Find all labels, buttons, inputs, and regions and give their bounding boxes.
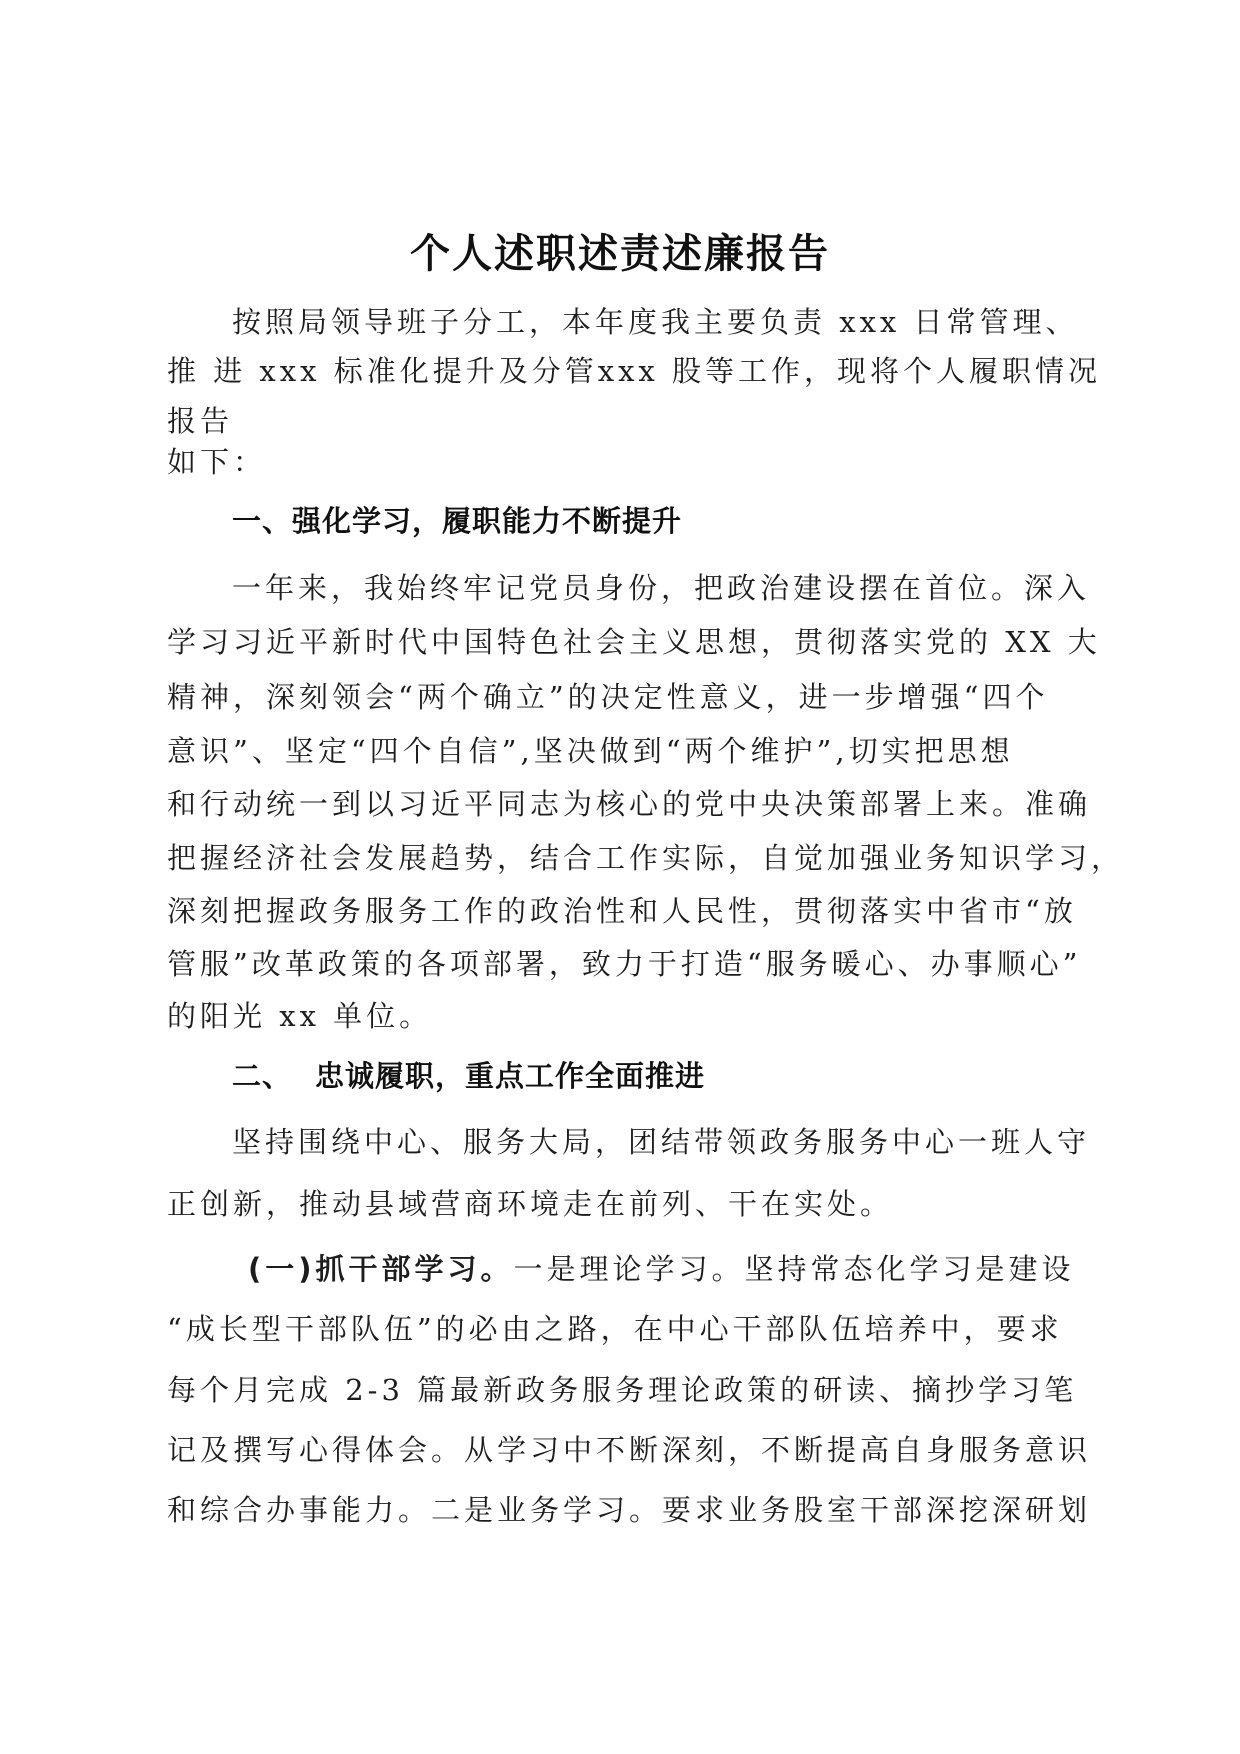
subsection-1-heading: (一)抓干部学习。: [248, 1252, 514, 1286]
subsection-1-first-line: [248, 1247, 1087, 1288]
section1-line: 意识”、坚定“四个自信”,坚决做到“两个维护”,切实把思想: [167, 734, 1014, 768]
intro-line-1: 按照局领导班子分工，本年度我主要负责 xxx 日常管理、: [232, 305, 1079, 339]
section-heading-2-number: 二、: [232, 1059, 293, 1093]
section1-line: 学习习近平新时代中国特色社会主义思想，贯彻落实党的 XX 大: [167, 625, 1101, 659]
section1-line: 和行动统一到以习近平同志为核心的党中央决策部署上来。准确: [167, 787, 1092, 821]
subsection-1-line: 记及撰写心得体会。从学习中不断深刻，不断提高自身服务意识: [167, 1433, 1092, 1467]
section2-intro-line: 正创新，推动县域营商环境走在前列、干在实处。: [167, 1187, 894, 1221]
intro-line-3: 报告: [167, 404, 234, 438]
section2-intro-line: 坚持围绕中心、服务大局，团结带领政务服务中心一班人守: [232, 1125, 1091, 1159]
section1-line: 把握经济社会发展趋势，结合工作实际，自觉加强业务知识学习，: [167, 841, 1125, 875]
section-heading-2: 忠诚履职，重点工作全面推进: [315, 1059, 706, 1093]
subsection-1-first-line-text: 一是理论学习。坚持常态化学习是建设: [513, 1252, 1075, 1286]
section-heading-1: 一、强化学习，履职能力不断提升: [232, 504, 683, 538]
section1-line: 一年来，我始终牢记党员身份，把政治建设摆在首位。深入: [232, 571, 1091, 605]
intro-line-4: 如下：: [167, 445, 267, 479]
section1-line: 管服”改革政策的各项部署，致力于打造“服务暖心、办事顺心”: [167, 947, 1082, 981]
intro-line-2: 推 进 xxx 标准化提升及分管xxx 股等工作，现将个人履职情况: [167, 354, 1102, 388]
document-title: 个人述职述责述廉报告: [410, 231, 830, 277]
subsection-1-line: 每个月完成 2-3 篇最新政务服务理论政策的研读、摘抄学习笔: [167, 1373, 1078, 1407]
subsection-1-line: “成长型干部队伍”的必由之路，在中心干部队伍培养中，要求: [167, 1312, 1063, 1346]
subsection-1-line: 和综合办事能力。二是业务学习。要求业务股室干部深挖深研划: [167, 1493, 1092, 1527]
section1-line: 深刻把握政务服务工作的政治性和人民性，贯彻落实中省市“放: [167, 894, 1077, 928]
section1-line: 的阳光 xx 单位。: [167, 999, 433, 1033]
section1-line: 精神，深刻领会“两个确立”的决定性意义，进一步增强“四个: [167, 680, 1049, 714]
